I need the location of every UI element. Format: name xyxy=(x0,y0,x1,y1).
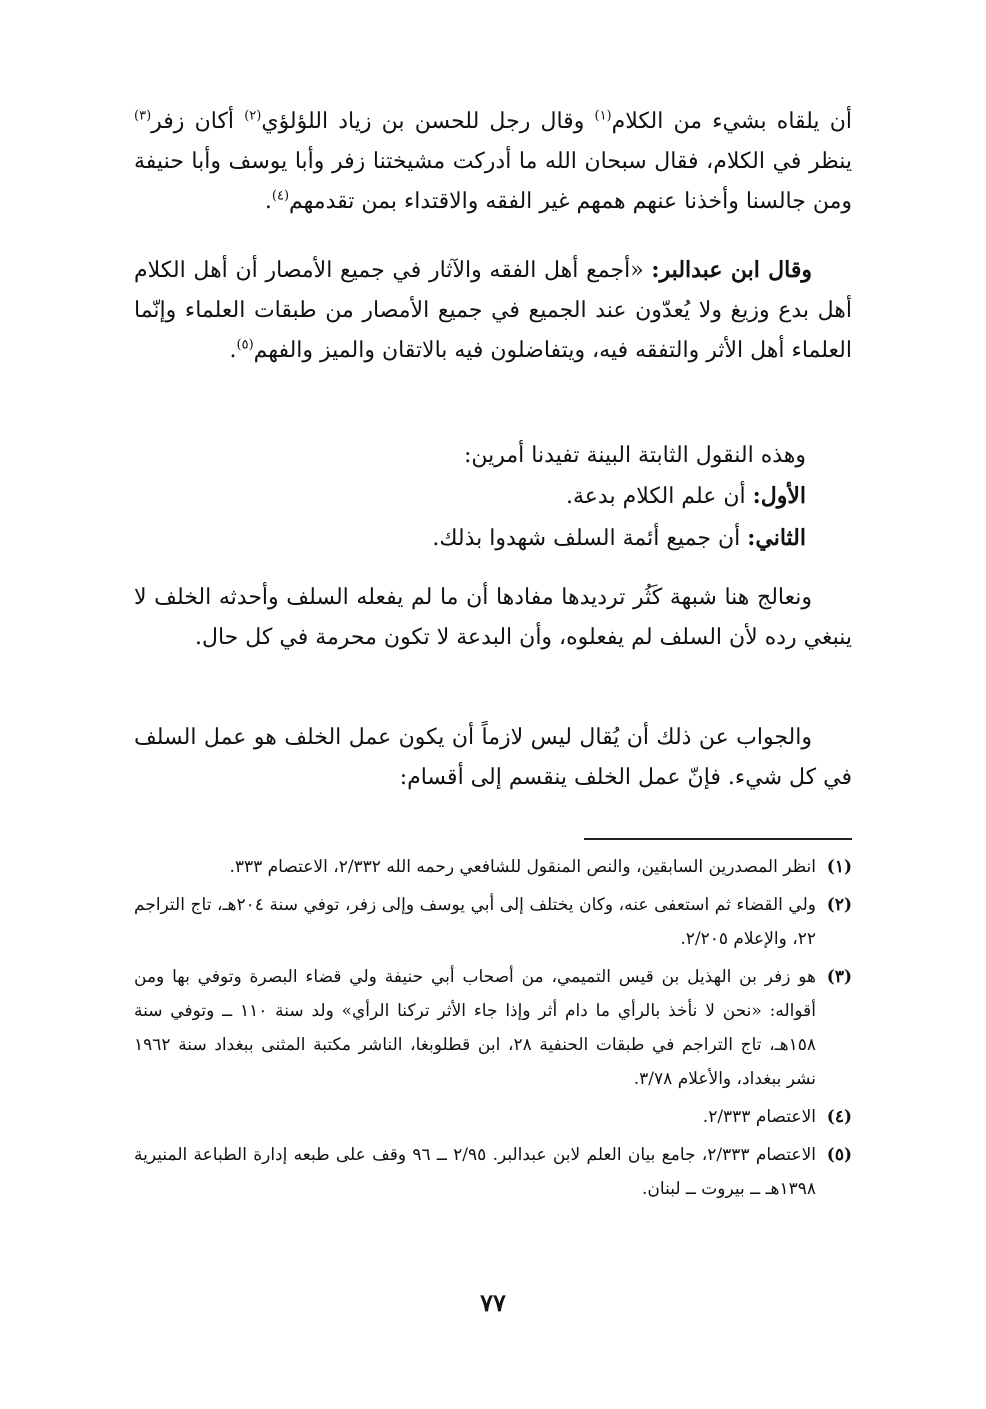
footnote-text: هو زفر بن الهذيل بن قيس التميمي، من أصحاب أبي حنيفة ولي قضاء البصرة وتوفي بها ومن أقواله: «نحن لا نأخذ بالرأي ما دام أثر وإذا جاء الأثر تركنا الرأي» ولد سنة ١١٠ ــ وتوفي سنة ١٥٨هـ، تاج التراجم في طبقات الحنفية ٢٨، ابن قطلوبغا، الناشر مكتبة المثنى ببغداد سنة ١٩٦٢ نشر ببغداد، والأعلام ٣/٧٨. xyxy=(134,967,817,1089)
footnote-text: الاعتصام ٢/٣٣٣. xyxy=(702,1107,816,1127)
paragraph-1-text-d: ينظر في الكلام، فقال سبحان الله ما أدركت مشيختنا زفر وأبا يوسف وأبا حنيفة ومن جالسنا وأخذنا عنهم همهم غير الفقه والاقتداء بمن تقدمهم xyxy=(134,149,852,214)
paragraph-6: ونعالج هنا شبهة كَثُر ترديدها مفادها أن ما لم يفعله السلف وأحدثه الخلف لا ينبغي رده لأن السلف لم يفعلوه، وأن البدعة لا تكون محرمة في كل حال. xyxy=(134,585,852,650)
footnote-ref-1: (١) xyxy=(594,108,612,124)
footnote-text: ولي القضاء ثم استعفى عنه، وكان يختلف إلى أبي يوسف وإلى زفر، توفي سنة ٢٠٤هـ، تاج التراجم ٢٢، والإعلام ٢/٢٠٥. xyxy=(134,895,816,949)
footnote-5 xyxy=(134,1138,852,1206)
footnote-text: انظر المصدرين السابقين، والنص المنقول للشافعي رحمه الله ٢/٣٣٢، الاعتصام ٣٣٣. xyxy=(229,857,816,877)
footnote-ref-5: (٥) xyxy=(236,337,254,353)
paragraph-second-point xyxy=(134,518,852,559)
first-point-text: أن علم الكلام بدعة. xyxy=(566,484,753,509)
paragraph-1-text-c: أكان زفر xyxy=(151,109,245,134)
paragraph-1-text-e: . xyxy=(264,189,272,214)
footnote-number: (٣) xyxy=(826,967,852,987)
footnote-text: الاعتصام ٢/٣٣٣، جامع بيان العلم لابن عبدالبر. ٢/٩٥ ــ ٩٦ وقف على طبعه إدارة الطباعة المنيرية ١٣٩٨هـ ــ بيروت ــ لبنان. xyxy=(134,1145,816,1199)
paragraph-3: وهذه النقول الثابتة البينة تفيدنا أمرين: xyxy=(463,443,806,468)
footnote-number: (٥) xyxy=(826,1145,852,1165)
paragraph-1-text-b: وقال رجل للحسن بن زياد اللؤلؤي xyxy=(261,109,595,134)
footnote-ref-2: (٢) xyxy=(244,108,262,124)
footnote-number: (١) xyxy=(826,857,852,877)
paragraph-2-text-b: . xyxy=(229,338,237,363)
paragraph-2-lead: وقال ابن عبدالبر: xyxy=(651,257,813,283)
footnote-4 xyxy=(134,1100,852,1134)
footnote-3 xyxy=(134,960,852,1096)
first-point-lead: الأول: xyxy=(752,483,806,509)
footnote-2 xyxy=(134,888,852,956)
paragraph-1-text-a: أن يلقاه بشيء من الكلام xyxy=(611,109,852,134)
footnote-ref-3: (٣) xyxy=(134,108,152,124)
paragraph-7: والجواب عن ذلك أن يُقال ليس لازماً أن يكون عمل الخلف هو عمل السلف في كل شيء. فإنّ عمل الخلف ينقسم إلى أقسام: xyxy=(134,725,852,790)
paragraph-1 xyxy=(134,102,852,222)
footnote-number: (٤) xyxy=(826,1107,852,1127)
footnotes xyxy=(134,850,852,1210)
paragraph-2-text-a: «أجمع أهل الفقه والآثار في جميع الأمصار أن أهل الكلام أهل بدع وزيغ ولا يُعدّون عند الجميع في جميع الأمصار من طبقات العلماء وإنّما العلماء أهل الأثر والتفقه فيه، ويتفاضلون فيه بالاتقان والميز والفهم xyxy=(134,258,852,363)
footnote-ref-4: (٤) xyxy=(271,188,290,204)
footnote-1 xyxy=(134,850,852,884)
paragraph-first-point xyxy=(134,476,852,517)
footnote-separator xyxy=(584,838,852,840)
second-point-text: أن جميع أئمة السلف شهدوا بذلك. xyxy=(432,526,748,551)
second-point-lead: الثاني: xyxy=(747,525,806,551)
paragraph-2 xyxy=(134,250,852,371)
footnote-number: (٢) xyxy=(826,895,852,915)
page-number: ٧٧ xyxy=(480,1288,506,1317)
